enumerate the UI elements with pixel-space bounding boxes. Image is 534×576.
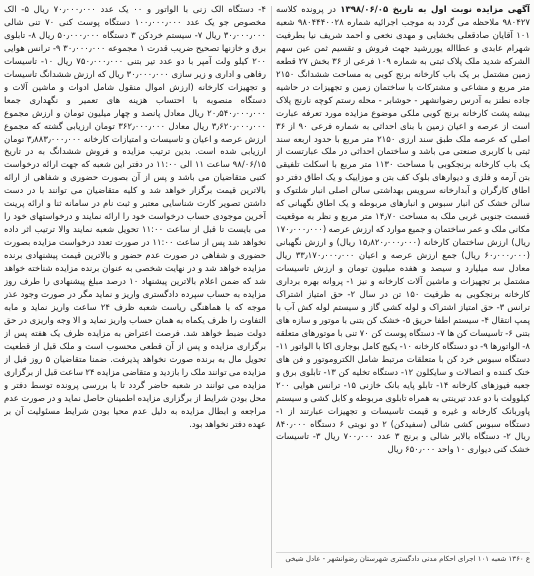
notice-heading: آگهی مزایده نوبت اول به تاریخ ۱۳۹۸/۰۶/۰۵ — [340, 5, 530, 15]
notice-column-left — [4, 4, 266, 574]
notice-footer: ع ۱۳۶۰ شعبه ۱۰۱ اجرای احکام مدنی دادگستری شهرستان رضوانشهر - عادل شیخی — [276, 552, 530, 572]
notice-column-right — [276, 4, 530, 552]
notice-body-left: ۴- دستگاه الک زنی با الواتور و ۰۰ یک عدد ۷۰٫۰۰۰٫۰۰۰ ریال ۵- الک مخصوص جو یک عدد ۱۰۰٫۰۰۰٫۰۰۰ دستگاه پوست کنی ۷۰ تنی شالی ۳۰٫۰۰۰٫۰۰۰ ریال ۷- سیستم خردکن ۳ دستگاه ۵۰٫۰۰۰٫۰۰۰ ریال ۸- تابلوی برق و خازنها تصحیح ضریب قدرت ۱ مجموعه ۳۰٫۰۰۰٫۰۰۰ ۹- ترانس هوایی ۲۰۰ کیلو ولت آمپر با دو عدد تیر بتنی ۷۵۰٫۰۰۰٫۰۰۰ ریال ۱۰- تاسیسات رفاهی و اداری و زیر سازی ۳۰٫۰۰۰٫۰۰۰ ریال که ارزش ششدانگ تاسیسات و تجهیزات کارخانه (ارزش اموال منقول شامل ادوات و ماشین آلات و دستگاه منصوبه با احتساب هزینه های تعمیر و نگهداری جمعا ۲۰٫۵۴۰٫۰۰۰٫۰۰۰ ریال معادل پانصد و چهار میلیون تومان و ارزش مجموع ۳٫۶۲۰٫۰۰۰٫۰۰۰ ریال معادل ۳۶۲٫۰۰۰٫۰۰۰ تومان ارزیابی گشته که مجموع ارزش عرصه و اعیان و تاسیسات و امتیازات کارخانه ۳٫۸۸۳٫۰۰۰٫۰۰۰ تومان ارزیابی شده است. بدین ترتیب مزایده و فروش ششدانگ به در تاریخ ۹۸/۰۶/۱۵ ساعت ۱۱ الی ۱۱:۰۰ در دفتر این شعبه که جهت ارائه درخواست کتبی متقاضیان می باشد و پس از آن بصورت حضوری و شفاهی از ارائه بالاترین قیمت برگزار خواهد شد و کلیه متقاضیان می توانند با در دست داشتن تصویر کارت شناسایی معتبر و ثبت نام در سامانه ثنا و ارائه پرینت آخرین موجودی حساب درخواست خود را ارائه نمایند و درخواستهای خود را می بایست تا قبل از ساعت ۱۱:۰۰ تحویل شعبه نمایند والا ترتیب اثر داده نخواهد شد پس از ساعت ۱۱:۰۰ در صورت تعدد درخواست مزایده بصورت حضوری و شفاهی در صورت عدم حضور و بالاترین قیمت پیشنهادی برنده مزایده خواهد شد و در نهایت شخصی به عنوان برنده مزایده شناخته خواهد شد که ضمن اعلام بالاترین پیشنهاد ۱۰ درصد مبلغ پیشنهادی را طرف روز مزایده به حساب سپرده دادگستری واریز و نماید مگر در صورت وجود عذر موجه که با هماهنگی ریاست شعبه ظرف ۲۴ ساعت واریز نماید و مابه التفاوت را ظرف یکماه به همان حساب واریز نماید و الا وجه واریزی در حق دولت ضبط خواهد شد. فرصت اعتراض به مزایده ظرف یک هفته پس از برگزاری مزایده و پس از آن قطعی محسوب است و ملک قبل از قطعیت تحویل مال به برنده صورت نخواهد پذیرفت. ضمنا متقاضیان ۵ روز قبل از مزایده می توانند ملک را بازدید و متقاضی مزایده ۲۴ ساعت قبل از برگزاری مزایده می توانند در شعبه حاضر گردد تا با بررسی پرونده توسط دفتر و محل بودن شرایط از برگزاری مزایده اطمینان حاصل نماید و در صورت عدم مراجعه و ابطال مزایده به دلیل عدم محیا بودن شرایط مسئولیت آن بر عهده دفتر نخواهد بود. — [4, 5, 266, 430]
column-divider — [271, 6, 272, 568]
notice-body-right: در پرونده کلاسه ۹۸۰۴۲۷ ملاحظه می گردد به موجب اجرائیه شماره ۹۸۰۴۴۴۰۰۲۸ شعبه ۱۰۱ آقایان صادقعلی بخشایی و مهدی نخعی و احمد شریف نیا بطرفیت شهرام عابدی و عطااله یوررشید جهت فروش و تقسیم ثمن عین سهم الشرکه شدید ملک پلاک ثبتی به شماره ۱۰۹ فرعی از ۳۶ بخش ۲۷ قطعه زمین مشتمل بر یک باب کارخانه برنج کوبی به مساحت ششدانگ ۲۱۵۰ متر مربع و مشاعی و مشترکات با ساختمان زمین و تجهیزات در حاشیه جاده نطنز به آدرس رضوانشهر - حوشابر - محله رستم کوچه نارنج پلاک بیشه پشت کارخانه برنج کوبی ملکی موضوع مزایده مورد تعرفه عبارت است از عرصه و اعیان زمین با بنای احداثی به شماره فرعی ۹۰ از ۳۶ اصلی که عرصه ملک طبق سند ارزی ۲۱۵۰ متر مربع با حدود اربعه سند ثبتی با کاربری صنعتی می باشد و ساختمان احداثی در ملک عبارتست از یک باب کارخانه برنجکوبی با مساحت ۱۱۳۰ متر مربع با اسکلت تلفیقی بتن آرمه و فلزی و دیوارهای بلوک کف بتن و موزاییک و یک اطاق دفتر دو اطاق کارگران و آبدارخانه سرویس بهداشتی سالن اصلی انبار شلتوک و سالن خشک کن انبار سبوس و انبارهای مربوطه و یک اطاق نگهبانی که قسمت جنوبی غربی ملک به مساحت ۱۴٫۷۰ متر مربع و نظر به موقعیت مکانی ملک و عمر ساختمان و جمیع موارد که ارزش عرصه (۱۷۰٫۰۰۰٫۰۰۰ ریال) ارزش ساختمان کارخانه (۱۵٫۸۲۰٫۰۰۰٫۰۰۰ ریال) و ارزش نگهبانی (۶۰٫۰۰۰٫۰۰۰ ریال) جمع ارزش عرصه و اعیان ۳۳٫۱۷۰٫۰۰۰٫۰۰۰ ریال معادل سه میلیارد و سیصد و هفده میلیون تومان و ارزش تاسیسات مشتمل بر تجهیزات و ماشین آلات کارخانه و نیز ۱- پروانه بهره برداری کارخانه برنجکوبی به ظرفیت ۱۵۰ تن در سال ۲- حق امتیاز اشتراک ترانس ۳- حق امتیاز اشتراک و لوله کشی گاز و سیستم لوله کش آب با پمپ انتقال ۴- سیستم اطفا حریق ۵- خشک کن بتنی با موتور و سازه های بتنی ۶- تاسیسات کن ها ۷- دستگاه پوست کن ۷۰ تنی با موتورهای متعلقه ۸- الواتورها ۹- دو دستگاه کارخانه ۱۰- یکیج کامل بوجاری اکا با الواتور ۱۱- دستگاه سبوس خرد کن با متعلقات مرتبط شامل الکتروموتور و فن های خنک کننده و اتصالات و سایکلون ۱۲- دستگاه تخلیه کن ۱۳- تابلوی برق و جعبه فیوزهای کارخانه ۱۴- تابلو پایه بانک خازنی ۱۵- ترانس هوایی ۲۰۰ کیلوولت با دو عدد تیرینتی به همراه تابلوی مربوطه و کابل کشی و سیستم پاوربانک کارخانه و غیره و قیمت تاسیسات و تجهیزات عبارتند از ۱- دستگاه سبوس کشی شالی (سفیدکن) ۲ دو نوبتی ۶ دستگاه ۸۴۰٫۰۰۰ ریال ۲- دستگاه بالابر شالی و برنج ۳ عدد ۷۰۰٫۰۰۰ ریال ۳- تاسیسات خشک کنی دیواری ۱۰ واحد ۶۵۰٫۰۰۰ ریال — [276, 5, 530, 456]
